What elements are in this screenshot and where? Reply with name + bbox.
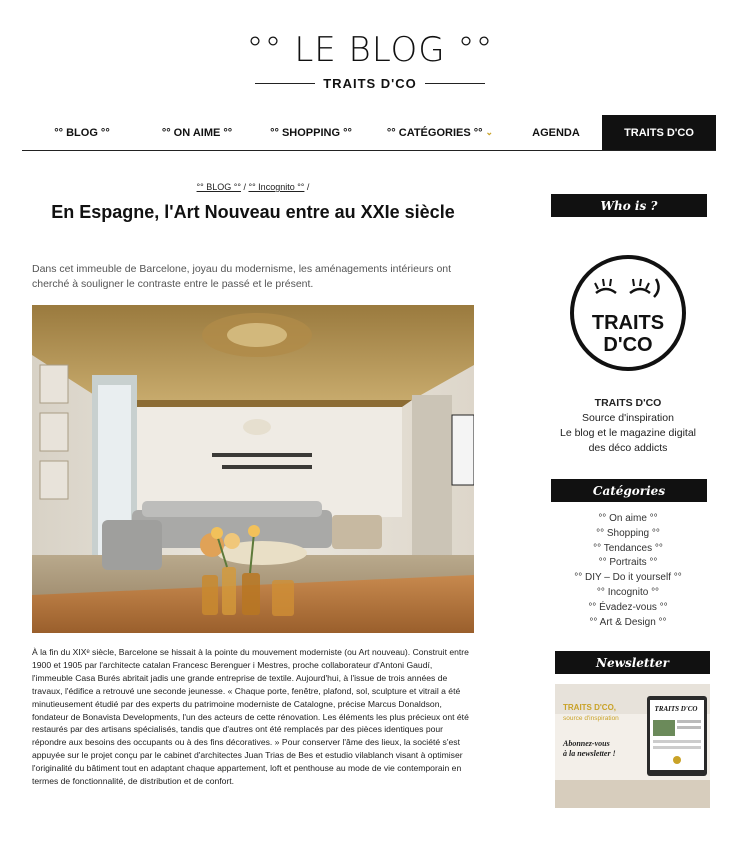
newsletter-ad-cta-line1: Abonnez-vous <box>563 739 610 748</box>
category-link[interactable]: °° Évadez-vous °° <box>588 601 668 613</box>
logo-subtitle-text: TRAITS D'CO <box>323 75 417 91</box>
about-line: Le blog et le magazine digital <box>559 427 696 439</box>
category-link[interactable]: °° Incognito °° <box>596 586 660 598</box>
category-link[interactable]: °° Tendances °° <box>593 542 663 554</box>
living-room-illustration <box>32 305 474 633</box>
traits-dco-logo[interactable] <box>568 253 688 373</box>
newsletter-ad-cta-line2: à la newsletter ! <box>563 749 616 758</box>
newsletter-ad-art <box>555 684 710 808</box>
logo-rule-left <box>255 83 315 84</box>
blog-logo-subtitle[interactable] <box>255 74 485 92</box>
sidebar-category-list <box>540 512 716 630</box>
blog-logo-title[interactable]: °° LE BLOG °° <box>246 30 494 70</box>
site-header <box>0 0 740 100</box>
sidebar-categories-title: Catégories <box>592 483 666 498</box>
nav-item-label: °° SHOPPING °° <box>270 126 352 139</box>
sidebar-who-banner <box>551 194 707 217</box>
sidebar-who-title: Who is ? <box>600 198 658 213</box>
nav-item-label: °° BLOG °° <box>54 126 110 139</box>
main-nav <box>22 115 716 151</box>
article-lead: Dans cet immeuble de Barcelone, joyau du modernisme, les aménagements intérieurs ont cherché à souligner le contraste entre le passé et le présent. <box>32 263 452 290</box>
newsletter-screen-brand: TRAITS D'CO <box>654 705 698 713</box>
breadcrumb-link-blog[interactable]: °° BLOG °° <box>196 182 241 192</box>
nav-item-shopping[interactable] <box>252 115 370 150</box>
about-name: TRAITS D'CO <box>594 397 662 409</box>
newsletter-signup-ad[interactable] <box>555 684 710 808</box>
newsletter-ad-brand: TRAITS D'CO, <box>563 703 617 712</box>
nav-item-label: AGENDA <box>532 126 580 139</box>
category-link[interactable]: °° DIY – Do it yourself °° <box>574 572 682 584</box>
nav-item-blog[interactable] <box>22 115 142 150</box>
sidebar-categories-banner <box>551 479 707 502</box>
logo-rule-right <box>425 83 485 84</box>
nav-item-label: °° ON AIME °° <box>161 126 233 139</box>
breadcrumb-link-incognito[interactable]: °° Incognito °° <box>248 182 305 192</box>
chevron-down-icon: ⌄ <box>485 127 494 137</box>
sidebar-newsletter-banner <box>555 651 710 674</box>
category-link[interactable]: °° On aime °° <box>598 513 658 524</box>
about-line: des déco addicts <box>588 442 668 454</box>
article-body: À la fin du XIXᵉ siècle, Barcelone se hissait à la pointe du mouvement moderniste (ou Art nouveau). Construit entre 1900 et 1905 par l'architecte catalan Francesc Berenguer i Mestres, proche collaborateur d'Antoni Gaudí, l'immeuble Casa Burés abritait jadis une grande entreprise de textile. Aujourd'hui, à l'issue de trois années de travaux, l'édifice a retrouvé une seconde jeunesse. « Chaque porte, fenêtre, plafond, sol, sculpture et vitrail a été minutieusement étudié par des experts du patrimoine moderniste de Catalogne, précise Marcus Donaldson, fondateur de Bonavista Developments, l'un des acteurs de cette rénovation. Les éléments les plus précieux ont été restaurés par des artisans spécialisés, tandis que d'autres ont été remplacés par des pièces identiques pour répondre aux besoins des occupants ou à des fins décoratives. » Pour conserver l'âme des lieux, la société s'est appuyée sur le projet conçu par le cabinet d'architectes Juan Trias de Bes et estudio vilablanch visant à optimiser l'originalité du bâtiment tout en adaptant chaque appartement, loft et penthouse au mode de vie contemporain en termes de fonctionnalité, de distribution et de confort. <box>32 647 469 787</box>
article-hero-image <box>32 305 474 633</box>
article-title: En Espagne, l'Art Nouveau entre au XXIe siècle <box>51 202 455 222</box>
nav-item-categories[interactable] <box>370 115 510 150</box>
nav-item-agenda[interactable] <box>510 115 602 150</box>
logo-text-line1: TRAITS <box>591 312 665 334</box>
newsletter-ad-tagline: source d'inspiration <box>563 715 619 722</box>
nav-item-traits-dco[interactable] <box>602 115 716 150</box>
category-link[interactable]: °° Art & Design °° <box>589 616 667 628</box>
breadcrumb-separator: / <box>240 182 249 192</box>
breadcrumb-separator: / <box>304 182 310 192</box>
nav-item-on-aime[interactable] <box>142 115 252 150</box>
about-line: Source d'inspiration <box>582 412 674 424</box>
breadcrumb <box>32 182 474 192</box>
nav-item-label: °° CATÉGORIES °° <box>386 126 483 139</box>
sidebar-newsletter-title: Newsletter <box>596 655 669 670</box>
logo-text-line2: D'CO <box>603 334 653 356</box>
category-link[interactable]: °° Shopping °° <box>596 527 660 539</box>
sidebar-about <box>540 396 716 456</box>
category-link[interactable]: °° Portraits °° <box>598 557 658 569</box>
nav-item-label: TRAITS D'CO <box>624 126 694 139</box>
